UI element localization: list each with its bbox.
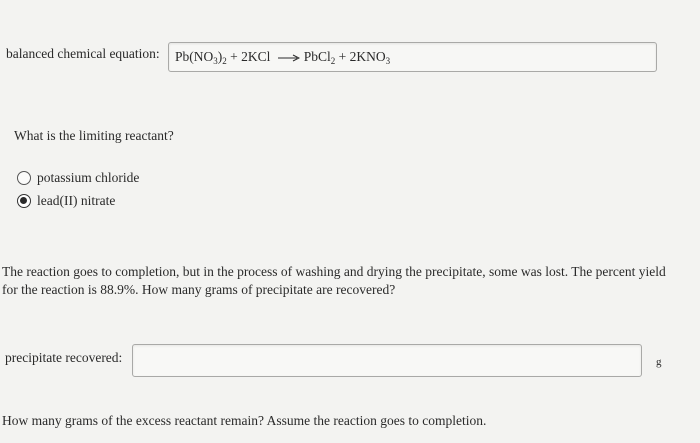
reactant-lead-nitrate: Pb(NO <box>175 49 214 64</box>
equation-text <box>175 48 390 70</box>
equation-label: balanced chemical equation: <box>6 46 160 61</box>
radio-potassium-chloride[interactable] <box>17 171 31 185</box>
radio-lead-nitrate[interactable] <box>17 194 31 208</box>
subscript: 3 <box>213 56 218 66</box>
option-label-potassium-chloride[interactable]: potassium chloride <box>37 170 140 185</box>
plus-kno3: + 2KNO <box>335 49 386 64</box>
equation-box <box>168 42 657 72</box>
unit-grams: g <box>656 356 662 368</box>
precipitate-input[interactable] <box>132 344 642 377</box>
product-lead-chloride: PbCl <box>303 49 331 64</box>
option-label-lead-nitrate[interactable]: lead(II) nitrate <box>37 193 116 208</box>
reaction-arrow-icon <box>278 54 300 62</box>
subscript: 2 <box>330 56 336 66</box>
question-excess-reactant: How many grams of the excess reactant remain? Assume the reaction goes to completion. <box>2 413 487 428</box>
question-limiting-reactant: What is the limiting reactant? <box>14 128 174 143</box>
precipitate-label: precipitate recovered: <box>5 350 123 365</box>
subscript: 2 <box>222 56 227 66</box>
plus-kcl: + 2KCl <box>226 49 274 64</box>
question-paragraph: The reaction goes to completion, but in the process of washing and drying the precipitate, some was lost. The percent yield for the reaction is 88.9%. How many grams of precipitate are recovered? <box>2 264 666 297</box>
subscript: 3 <box>385 56 391 66</box>
paren-close: ) <box>217 49 223 64</box>
